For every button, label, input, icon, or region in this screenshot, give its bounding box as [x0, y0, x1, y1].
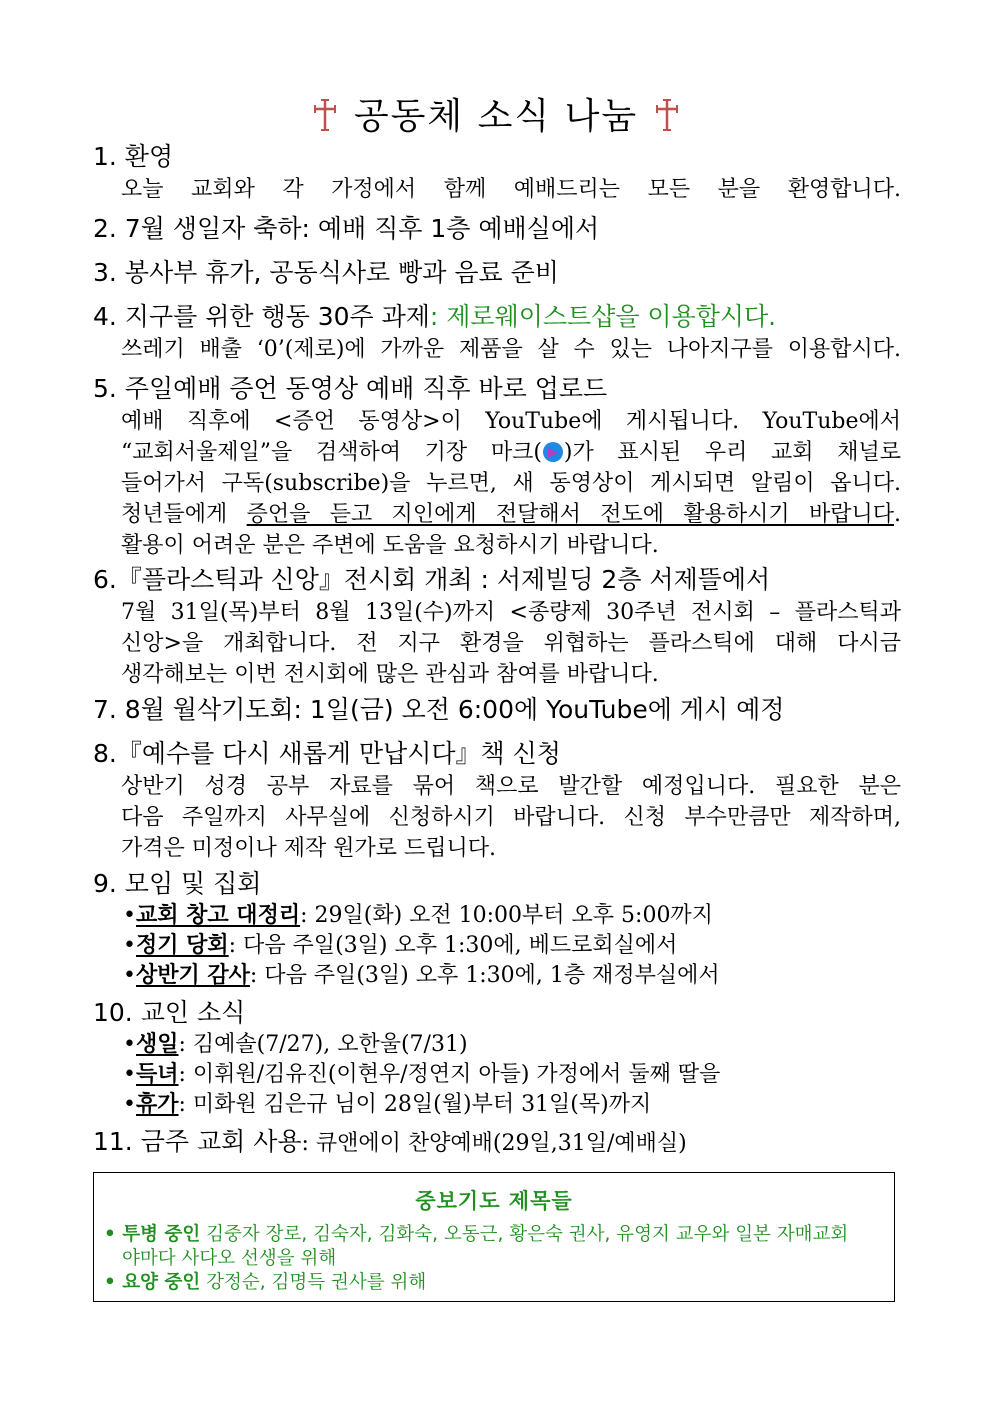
text-part: )가 표시된 우리 교회 채널로	[563, 440, 901, 465]
body-line: 상반기 성경 공부 자료를 묶어 책으로 발간할 예정입니다. 필요한 분은	[121, 774, 901, 799]
church-mark-icon	[543, 442, 563, 462]
left-cross-icon	[310, 98, 340, 132]
bullet-text: : 이휘원/김유진(이현우/정연지 아들) 가정에서 둘째 딸을	[178, 1062, 721, 1087]
item-welcome	[93, 140, 901, 205]
heading-detail: : 큐앤에이 찬양예배(29일,31일/예배실)	[301, 1131, 687, 1156]
page-title: 공동체 소식 나눔	[353, 96, 639, 137]
item-heading	[93, 1125, 901, 1161]
body-line: 7월 31일(목)부터 8월 13일(수)까지 <종량제 30주년 전시회 – 플라스틱과	[121, 600, 901, 625]
item-heading: 8.『예수를 다시 새롭게 만납시다』책 신청	[93, 739, 561, 768]
item-heading: 3. 봉사부 휴가, 공동식사로 빵과 음료 준비	[93, 258, 559, 287]
body-line: 활용이 어려운 분은 주변에 도움을 요청하시기 바랍니다.	[121, 533, 659, 558]
item-monthly-prayer	[93, 693, 901, 727]
item-body: 쓰레기 배출 ‘0’(제로)에 가까운 제품을 살 수 있는 나아지구를 이용합시다.	[121, 337, 901, 362]
bullet-label: 생일	[135, 1032, 179, 1057]
text-part: 청년들에게	[121, 502, 247, 527]
item-heading: 1. 환영	[93, 142, 174, 171]
prayer-text: 강정순, 김명득 권사를 위해	[200, 1272, 427, 1293]
prayer-label: • 투병 중인	[104, 1224, 201, 1245]
heading-part: 4. 지구를 위한 행동 30주 과제	[93, 302, 430, 331]
right-cross-icon	[652, 98, 682, 132]
body-line: 신앙>을 개최합니다. 전 지구 환경을 위협하는 플라스틱에 대해 다시금	[121, 631, 901, 656]
item-body: 오늘 교회와 각 가정에서 함께 예배드리는 모든 분을 환영합니다.	[121, 177, 901, 202]
body-line: 가격은 미정이나 제작 원가로 드립니다.	[121, 836, 496, 861]
item-heading: 10. 교인 소식	[93, 998, 246, 1027]
text-part: “교회서울제일”을 검색하여 기장 마크(	[121, 440, 542, 465]
prayer-line-continued: 야마다 사다오 선생을 위해	[122, 1248, 337, 1269]
body-line: 들어가서 구독(subscribe)을 누르면, 새 동영상이 게시되면 알림이 옵니다.	[121, 471, 901, 496]
prayer-requests-box	[93, 1172, 895, 1302]
prayer-line	[94, 1271, 894, 1295]
bullet-label: 교회 창고 대정리	[135, 903, 301, 928]
item-heading: 2. 7월 생일자 축하: 예배 직후 1층 예배실에서	[93, 214, 600, 243]
news-bullet: •생일: 김예솔(7/27), 오한울(7/31)	[123, 1032, 468, 1057]
meeting-bullet: •정기 당회: 다음 주일(3일) 오후 1:30에, 베드로회실에서	[123, 933, 678, 958]
item-meetings	[93, 867, 901, 991]
bullet-label: 휴가	[135, 1092, 179, 1117]
news-bullet: •득녀: 이휘원/김유진(이현우/정연지 아들) 가정에서 둘째 딸을	[123, 1062, 721, 1087]
bullet-label: 득녀	[135, 1062, 179, 1087]
underlined-text: 증언을 듣고 지인에게 전달해서 전도에 활용하시기 바랍니다	[246, 502, 894, 527]
body-line	[93, 499, 901, 530]
item-heading	[93, 300, 901, 334]
item-church-use	[93, 1125, 901, 1161]
green-heading-part: : 제로웨이스트샵을 이용합시다.	[429, 302, 777, 331]
bullet-text: : 미화원 김은규 님이 28일(월)부터 31일(목)까지	[178, 1092, 652, 1117]
body-line: 생각해보는 이번 전시회에 많은 관심과 참여를 바랍니다.	[121, 662, 659, 687]
bullet-text: : 29일(화) 오전 10:00부터 오후 5:00까지	[300, 903, 713, 928]
item-vacation-meal	[93, 256, 901, 290]
item-birthday	[93, 212, 901, 246]
bullet-label: 상반기 감사	[135, 963, 250, 988]
item-testimony-video	[93, 372, 901, 561]
item-heading: 9. 모임 및 집회	[93, 869, 262, 898]
prayer-title: 중보기도 제목들	[415, 1189, 573, 1213]
news-bullet: •휴가: 미화원 김은규 님이 28일(월)부터 31일(목)까지	[123, 1092, 652, 1117]
bullet-label: 정기 당회	[135, 933, 229, 958]
item-member-news	[93, 996, 901, 1120]
item-heading: 7. 8월 월삭기도회: 1일(금) 오전 6:00에 YouTube에 게시 예정	[93, 695, 785, 724]
body-line	[93, 437, 901, 468]
item-plastic-exhibition	[93, 563, 901, 690]
bullet-text: : 다음 주일(3일) 오후 1:30에, 1층 재정부실에서	[249, 963, 720, 988]
meeting-bullet: •상반기 감사: 다음 주일(3일) 오후 1:30에, 1층 재정부실에서	[123, 963, 720, 988]
meeting-bullet: •교회 창고 대정리: 29일(화) 오전 10:00부터 오후 5:00까지	[123, 903, 713, 928]
item-heading: 5. 주일예배 증언 동영상 예배 직후 바로 업로드	[93, 374, 608, 403]
prayer-text: 김중자 장로, 김숙자, 김화숙, 오동근, 황은숙 권사, 유영지 교우와 일본 자매교회	[200, 1224, 849, 1245]
body-line: 다음 주일까지 사무실에 신청하시기 바랍니다. 신청 부수만큼만 제작하며,	[121, 805, 901, 830]
item-heading: 6.『플라스틱과 신앙』전시회 개최 : 서제빌딩 2층 서제뜰에서	[93, 565, 771, 594]
bullet-text: : 다음 주일(3일) 오후 1:30에, 베드로회실에서	[228, 933, 678, 958]
prayer-label: • 요양 중인	[104, 1272, 201, 1293]
page-title-row	[0, 88, 992, 139]
bullet-text: : 김예솔(7/27), 오한울(7/31)	[178, 1032, 468, 1057]
item-book-request	[93, 737, 901, 864]
text-part: .	[894, 502, 901, 527]
item-earth-action	[93, 300, 901, 365]
heading-part: 11. 금주 교회 사용	[93, 1127, 302, 1156]
prayer-line	[94, 1223, 894, 1247]
body-line: 예배 직후에 <증언 동영상>이 YouTube에 게시됩니다. YouTube에서	[121, 409, 901, 434]
